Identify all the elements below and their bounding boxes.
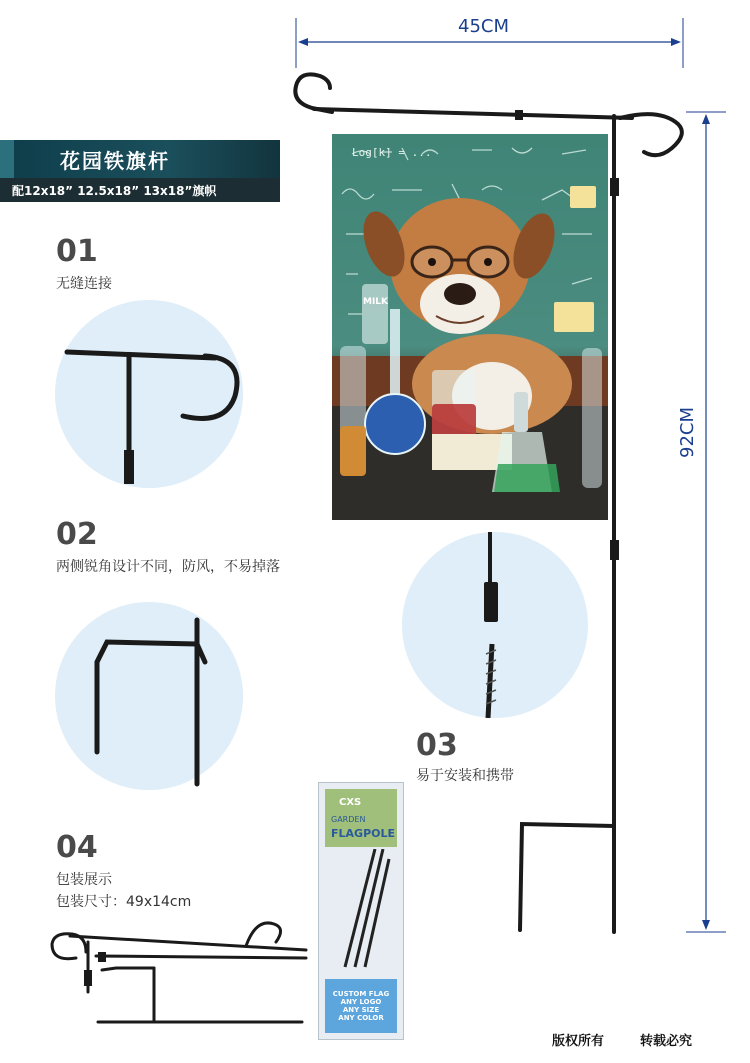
feature-03-caption: 易于安装和携带 [416,768,514,784]
disassembled-parts-icon [40,910,320,1030]
package-line-3: ANY SIZE [342,1006,380,1014]
package-title-2: FLAGPOLE [331,827,396,840]
feature-02-circle [55,602,243,790]
feature-01-circle [55,300,243,488]
seamless-joint-icon [55,300,243,488]
ground-stake-icon [55,602,243,790]
feature-02-caption: 两侧锐角设计不同，防风，不易掉落 [56,559,280,575]
package-size: 包装尺寸：49x14cm [56,894,192,910]
package-header [325,789,397,847]
package-line-2: ANY LOGO [340,998,382,1006]
height-label: 92CM [677,406,699,459]
package-bag [318,782,404,1040]
package-title-1: GARDEN [331,815,366,824]
feature-04-caption: 包装展示 [56,872,112,888]
feature-03-number: 03 [416,728,458,763]
package-footer [325,979,397,1033]
feature-04-number: 04 [56,830,98,865]
milk-label: MILK [363,297,389,307]
feature-01-number: 01 [56,234,98,269]
width-label: 45CM [458,16,510,37]
blackboard-text: Log[k] = ... [352,146,432,159]
banner-subtitle: 配12x18” 12.5x18” 13x18”旗帜 [0,178,280,202]
feature-02-number: 02 [56,517,98,552]
package-contents-icon [325,849,397,969]
footer-copyright: 版权所有 [552,1034,605,1049]
package-brand: CXS [339,797,362,808]
package-line-4: ANY COLOR [338,1014,384,1022]
feature-01-caption: 无缝连接 [56,276,112,292]
footer-no-repost: 转载必究 [640,1034,693,1049]
package-line-1: CUSTOM FLAG [332,990,390,998]
banner-title: 花园铁旗杆 [0,140,280,178]
pole-connector-icon [402,532,588,718]
feature-03-circle [402,532,588,718]
